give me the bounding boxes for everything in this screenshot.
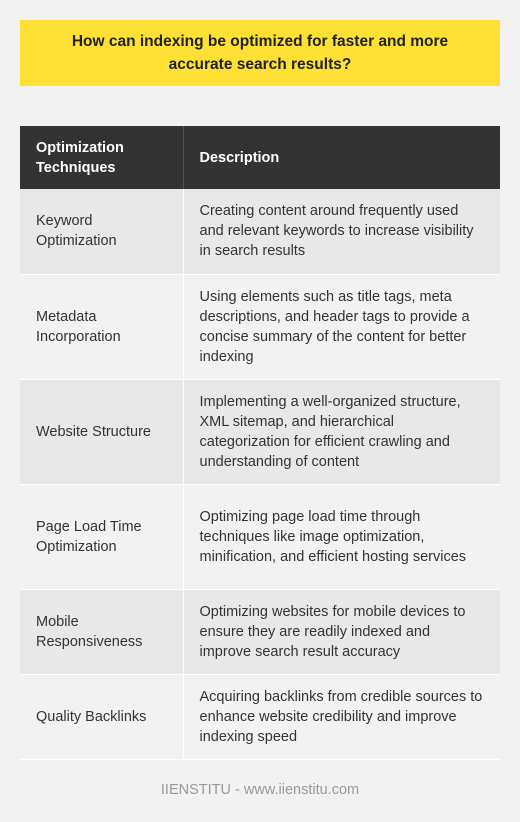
column-header-description: Description <box>183 126 500 189</box>
page-title: How can indexing be optimized for faster and more accurate search results? <box>71 33 449 73</box>
description-cell: Optimizing websites for mobile devices to ensure they are readily indexed and improve search result accuracy <box>183 589 500 674</box>
table-header-row <box>20 126 500 189</box>
description-cell: Using elements such as title tags, meta descriptions, and header tags to provide a concise summary of the content for better indexing <box>183 274 500 379</box>
description-cell: Creating content around frequently used and relevant keywords to increase visibility in search results <box>183 189 500 274</box>
description-cell: Optimizing page load time through techniques like image optimization, minification, and efficient hosting services <box>183 484 500 589</box>
technique-cell: Mobile Responsiveness <box>20 589 183 674</box>
technique-cell: Page Load Time Optimization <box>20 484 183 589</box>
technique-cell: Keyword Optimization <box>20 189 183 274</box>
technique-cell: Quality Backlinks <box>20 674 183 759</box>
description-cell: Implementing a well-organized structure, XML sitemap, and hierarchical categorization for efficient crawling and understanding of content <box>183 379 500 484</box>
table-row <box>20 274 500 379</box>
technique-cell: Website Structure <box>20 379 183 484</box>
footer-credit: IIENSTITU - www.iienstitu.com <box>160 782 360 798</box>
optimization-table <box>20 126 500 760</box>
column-header-techniques: Optimization Techniques <box>20 126 183 189</box>
table-row <box>20 379 500 484</box>
table-row <box>20 189 500 274</box>
technique-cell: Metadata Incorporation <box>20 274 183 379</box>
table-row <box>20 589 500 674</box>
description-cell: Acquiring backlinks from credible sources to enhance website credibility and improve indexing speed <box>183 674 500 759</box>
title-banner <box>20 20 500 86</box>
table-row <box>20 484 500 589</box>
table-row <box>20 674 500 759</box>
